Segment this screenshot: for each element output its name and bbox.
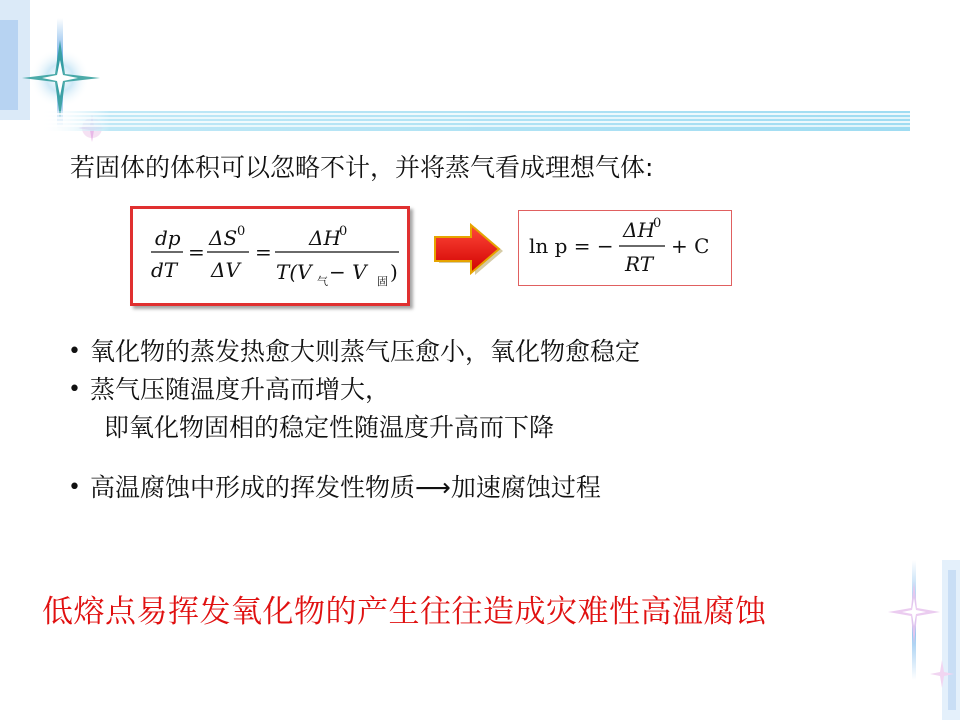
bullet-icon: •	[68, 475, 81, 500]
integrated-formula	[519, 211, 730, 284]
list-item	[68, 469, 888, 507]
formula-equals-1: =	[188, 240, 205, 264]
formula-den-minus: − V	[329, 260, 367, 284]
formula-dH-sup: 0	[339, 224, 348, 239]
bullet-list	[68, 333, 888, 507]
clapeyron-formula	[133, 209, 407, 303]
clapeyron-formula-box	[130, 206, 410, 306]
conclusion-text: 低熔点易挥发氧化物的产生往往造成灾难性高温腐蚀	[42, 594, 767, 630]
list-item	[68, 333, 888, 371]
formula-dT: dT	[151, 258, 178, 282]
formula-dV: ΔV	[211, 258, 240, 282]
bullet-icon: •	[68, 377, 81, 402]
integrated-formula-box	[518, 210, 732, 286]
bullet-text: 氧化物的蒸发热愈大则蒸气压愈小，氧化物愈稳定	[90, 337, 641, 366]
formula-dS: ΔS	[209, 226, 238, 250]
formula-right-tail: + C	[671, 234, 710, 258]
intro-text: 若固体的体积可以忽略不计，并将蒸气看成理想气体:	[70, 153, 654, 182]
formula-right-RT: RT	[625, 252, 654, 276]
formula-den-close: )	[390, 260, 398, 284]
right-arrow-icon	[433, 222, 503, 276]
list-item	[68, 371, 888, 409]
bullet-icon: •	[68, 339, 81, 364]
formula-right-dH: ΔH	[623, 218, 655, 242]
sparkle-decoration-icon	[880, 560, 960, 720]
bullet-text: 蒸气压随温度升高而增大，	[90, 375, 391, 404]
formula-dp: dp	[155, 226, 181, 250]
formula-right-dH-sup: 0	[653, 216, 662, 231]
header-band-decoration	[40, 108, 910, 134]
bullet-continuation-text: 即氧化物固相的稳定性随温度升高而下降	[104, 413, 555, 442]
formula-sub-gas: 气	[317, 275, 328, 288]
formula-dH: ΔH	[309, 226, 341, 250]
formula-ln-p: ln p = −	[529, 234, 614, 258]
formula-equals-2: =	[255, 240, 272, 264]
formula-dS-sup: 0	[237, 224, 246, 239]
formula-sub-solid: 固	[377, 275, 388, 288]
formula-den-T: T(V	[276, 260, 312, 284]
bullet-text: 高温腐蚀中形成的挥发性物质⟶加速腐蚀过程	[90, 473, 601, 502]
